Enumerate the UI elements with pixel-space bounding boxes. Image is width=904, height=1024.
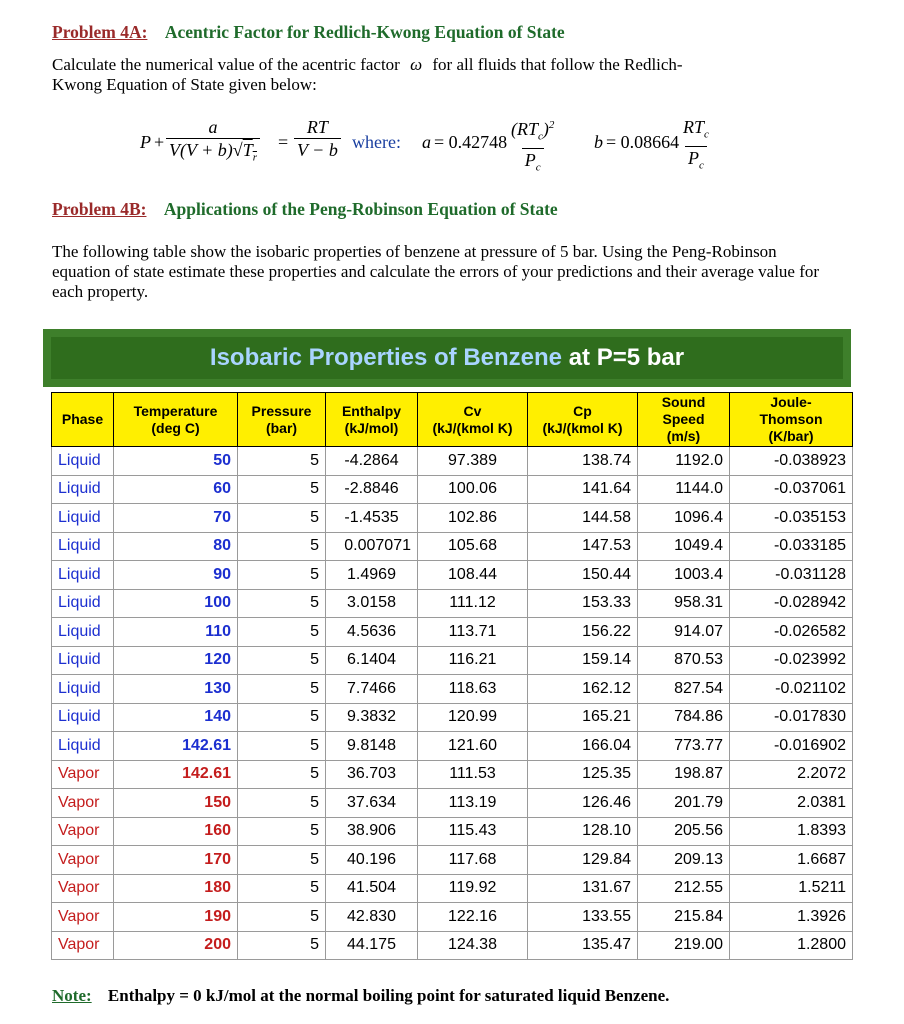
cv-cell: 102.86: [418, 504, 528, 533]
column-header: [114, 393, 238, 447]
phase-cell: Liquid: [52, 504, 114, 533]
joule-thomson-cell: -0.026582: [730, 618, 853, 647]
sound-speed-cell: 1003.4: [638, 561, 730, 590]
problem-4a-text-1b: for all fluids that follow the Redlich-: [432, 55, 683, 74]
joule-thomson-cell: 1.5211: [730, 874, 853, 903]
table-row: [52, 561, 853, 590]
sound-speed-cell: 827.54: [638, 675, 730, 704]
problem-4a-title: Acentric Factor for Redlich-Kwong Equation of State: [164, 22, 565, 42]
table-row: [52, 846, 853, 875]
column-header: [638, 393, 730, 447]
problem-4b-heading: [52, 199, 558, 220]
column-header: [730, 393, 853, 447]
cp-cell: 159.14: [528, 646, 638, 675]
cv-cell: 100.06: [418, 475, 528, 504]
temperature-cell: 150: [114, 789, 238, 818]
cv-cell: 120.99: [418, 703, 528, 732]
pressure-cell: 5: [238, 475, 326, 504]
table-row: [52, 447, 853, 476]
joule-thomson-cell: 1.6687: [730, 846, 853, 875]
table-row: [52, 589, 853, 618]
column-header: [528, 393, 638, 447]
pressure-cell: 5: [238, 817, 326, 846]
joule-thomson-cell: 1.2800: [730, 931, 853, 960]
cp-cell: 126.46: [528, 789, 638, 818]
cv-cell: 117.68: [418, 846, 528, 875]
problem-4a-body: [52, 55, 832, 95]
column-header-line: (m/s): [666, 428, 701, 444]
table-row: [52, 703, 853, 732]
redlich-kwong-equation: P + $\frac{a}{V(V + b)√T_r}$ = $\frac{RT}{V - b}$ where: a = 0.42748 $(RT_c)^2$ $P_c$ b = 0.08664 $RT_c$ $P_c$: [100, 112, 800, 182]
enthalpy-cell: 0.007071: [326, 532, 418, 561]
enthalpy-cell: 1.4969: [326, 561, 418, 590]
pressure-cell: 5: [238, 732, 326, 761]
sound-speed-cell: 1192.0: [638, 447, 730, 476]
problem-4a-heading: [52, 22, 565, 43]
joule-thomson-cell: -0.033185: [730, 532, 853, 561]
column-header-line: Enthalpy: [341, 402, 402, 419]
problem-4a-text-2: Kwong Equation of State given below:: [52, 75, 317, 94]
cv-cell: 111.53: [418, 760, 528, 789]
phase-cell: Liquid: [52, 447, 114, 476]
joule-thomson-cell: -0.038923: [730, 447, 853, 476]
pressure-cell: 5: [238, 675, 326, 704]
phase-cell: Liquid: [52, 618, 114, 647]
cp-cell: 129.84: [528, 846, 638, 875]
column-header: [326, 393, 418, 447]
table-row: [52, 789, 853, 818]
banner-title-rest: at P=5 bar: [568, 344, 685, 371]
banner-title-highlight: Isobaric Properties of Benzene: [209, 344, 563, 371]
pressure-cell: 5: [238, 760, 326, 789]
column-header-line: Cv: [463, 402, 482, 419]
table-banner: [43, 329, 851, 387]
column-header-line: (bar): [265, 419, 298, 436]
cp-cell: 135.47: [528, 931, 638, 960]
column-header-line: (kJ/(kmol K): [432, 419, 513, 436]
phase-cell: Liquid: [52, 589, 114, 618]
cv-cell: 113.71: [418, 618, 528, 647]
column-header-line: Cp: [573, 402, 592, 419]
temperature-cell: 180: [114, 874, 238, 903]
sound-speed-cell: 205.56: [638, 817, 730, 846]
column-header-line: Speed: [662, 411, 705, 427]
temperature-cell: 60: [114, 475, 238, 504]
joule-thomson-cell: -0.028942: [730, 589, 853, 618]
pressure-cell: 5: [238, 931, 326, 960]
problem-4b-title: Applications of the Peng-Robinson Equation of State: [163, 199, 558, 219]
enthalpy-cell: 9.8148: [326, 732, 418, 761]
table-row: [52, 675, 853, 704]
phase-cell: Vapor: [52, 931, 114, 960]
phase-cell: Vapor: [52, 874, 114, 903]
temperature-cell: 140: [114, 703, 238, 732]
pressure-cell: 5: [238, 846, 326, 875]
column-header-line: Sound: [661, 394, 706, 410]
cv-cell: 111.12: [418, 589, 528, 618]
joule-thomson-cell: -0.035153: [730, 504, 853, 533]
column-header-line: (K/bar): [768, 428, 814, 444]
enthalpy-cell: -2.8846: [326, 475, 418, 504]
pressure-cell: 5: [238, 504, 326, 533]
table-row: [52, 903, 853, 932]
cp-cell: 141.64: [528, 475, 638, 504]
note-text: Enthalpy = 0 kJ/mol at the normal boiling point for saturated liquid Benzene.: [107, 986, 670, 1005]
enthalpy-cell: 3.0158: [326, 589, 418, 618]
phase-cell: Liquid: [52, 532, 114, 561]
cv-cell: 122.16: [418, 903, 528, 932]
cp-cell: 133.55: [528, 903, 638, 932]
pressure-cell: 5: [238, 589, 326, 618]
cp-cell: 150.44: [528, 561, 638, 590]
cp-cell: 165.21: [528, 703, 638, 732]
temperature-cell: 120: [114, 646, 238, 675]
cp-cell: 138.74: [528, 447, 638, 476]
phase-cell: Liquid: [52, 675, 114, 704]
column-header: [52, 393, 114, 447]
joule-thomson-cell: -0.016902: [730, 732, 853, 761]
table-row: [52, 874, 853, 903]
table-body: [52, 447, 853, 960]
sound-speed-cell: 914.07: [638, 618, 730, 647]
joule-thomson-cell: 2.2072: [730, 760, 853, 789]
temperature-cell: 100: [114, 589, 238, 618]
cv-cell: 115.43: [418, 817, 528, 846]
equation-where: where:: [352, 132, 401, 152]
column-header-line: Phase: [61, 411, 104, 427]
enthalpy-cell: 38.906: [326, 817, 418, 846]
temperature-cell: 80: [114, 532, 238, 561]
enthalpy-cell: -4.2864: [326, 447, 418, 476]
cv-cell: 116.21: [418, 646, 528, 675]
sound-speed-cell: 209.13: [638, 846, 730, 875]
temperature-cell: 170: [114, 846, 238, 875]
cp-cell: 144.58: [528, 504, 638, 533]
joule-thomson-cell: 1.3926: [730, 903, 853, 932]
sound-speed-cell: 773.77: [638, 732, 730, 761]
problem-4b-label: Problem 4B:: [52, 199, 147, 219]
column-header: [238, 393, 326, 447]
table-row: [52, 532, 853, 561]
pressure-cell: 5: [238, 789, 326, 818]
pressure-cell: 5: [238, 532, 326, 561]
temperature-cell: 110: [114, 618, 238, 647]
enthalpy-cell: 40.196: [326, 846, 418, 875]
pressure-cell: 5: [238, 447, 326, 476]
table-row: [52, 760, 853, 789]
temperature-cell: 50: [114, 447, 238, 476]
pressure-cell: 5: [238, 874, 326, 903]
cv-cell: 97.389: [418, 447, 528, 476]
phase-cell: Vapor: [52, 789, 114, 818]
phase-cell: Vapor: [52, 817, 114, 846]
enthalpy-cell: 4.5636: [326, 618, 418, 647]
pressure-cell: 5: [238, 703, 326, 732]
joule-thomson-cell: -0.017830: [730, 703, 853, 732]
column-header-line: Thomson: [759, 411, 823, 427]
note-label: Note:: [52, 986, 92, 1005]
phase-cell: Vapor: [52, 903, 114, 932]
column-header-line: Joule-: [770, 394, 812, 410]
sound-speed-cell: 1144.0: [638, 475, 730, 504]
table-row: [52, 504, 853, 533]
sound-speed-cell: 212.55: [638, 874, 730, 903]
phase-cell: Vapor: [52, 846, 114, 875]
cp-cell: 153.33: [528, 589, 638, 618]
sound-speed-cell: 198.87: [638, 760, 730, 789]
column-header: [418, 393, 528, 447]
column-header-line: (kJ/mol): [344, 419, 399, 436]
problem-4a-text-1: Calculate the numerical value of the acentric factor: [52, 55, 400, 74]
joule-thomson-cell: 1.8393: [730, 817, 853, 846]
cp-cell: 156.22: [528, 618, 638, 647]
column-header-line: Temperature: [133, 402, 218, 419]
pressure-cell: 5: [238, 618, 326, 647]
cp-cell: 162.12: [528, 675, 638, 704]
sound-speed-cell: 201.79: [638, 789, 730, 818]
table-row: [52, 732, 853, 761]
table-row: [52, 618, 853, 647]
cv-cell: 108.44: [418, 561, 528, 590]
enthalpy-cell: 7.7466: [326, 675, 418, 704]
enthalpy-cell: 42.830: [326, 903, 418, 932]
temperature-cell: 160: [114, 817, 238, 846]
temperature-cell: 142.61: [114, 760, 238, 789]
temperature-cell: 142.61: [114, 732, 238, 761]
joule-thomson-cell: 2.0381: [730, 789, 853, 818]
sound-speed-cell: 219.00: [638, 931, 730, 960]
sound-speed-cell: 958.31: [638, 589, 730, 618]
table-row: [52, 931, 853, 960]
table-row: [52, 475, 853, 504]
joule-thomson-cell: -0.031128: [730, 561, 853, 590]
phase-cell: Vapor: [52, 760, 114, 789]
enthalpy-cell: 37.634: [326, 789, 418, 818]
enthalpy-cell: 36.703: [326, 760, 418, 789]
cv-cell: 119.92: [418, 874, 528, 903]
table-banner-title: [51, 337, 843, 379]
note: [52, 986, 669, 1006]
enthalpy-cell: 41.504: [326, 874, 418, 903]
cp-cell: 147.53: [528, 532, 638, 561]
cv-cell: 105.68: [418, 532, 528, 561]
cp-cell: 125.35: [528, 760, 638, 789]
pressure-cell: 5: [238, 903, 326, 932]
temperature-cell: 90: [114, 561, 238, 590]
table-row: [52, 646, 853, 675]
pressure-cell: 5: [238, 561, 326, 590]
table-header-row: [52, 393, 853, 447]
enthalpy-cell: 9.3832: [326, 703, 418, 732]
benzene-properties-table: [51, 392, 853, 960]
cp-cell: 166.04: [528, 732, 638, 761]
temperature-cell: 70: [114, 504, 238, 533]
joule-thomson-cell: -0.021102: [730, 675, 853, 704]
enthalpy-cell: -1.4535: [326, 504, 418, 533]
temperature-cell: 130: [114, 675, 238, 704]
phase-cell: Liquid: [52, 646, 114, 675]
phase-cell: Liquid: [52, 732, 114, 761]
sound-speed-cell: 784.86: [638, 703, 730, 732]
omega-symbol: ω: [410, 55, 423, 74]
enthalpy-cell: 6.1404: [326, 646, 418, 675]
cv-cell: 124.38: [418, 931, 528, 960]
joule-thomson-cell: -0.023992: [730, 646, 853, 675]
column-header-line: Pressure: [251, 402, 312, 419]
sound-speed-cell: 215.84: [638, 903, 730, 932]
table-row: [52, 817, 853, 846]
sound-speed-cell: 1049.4: [638, 532, 730, 561]
enthalpy-cell: 44.175: [326, 931, 418, 960]
column-header-line: (deg C): [151, 419, 200, 436]
cp-cell: 131.67: [528, 874, 638, 903]
temperature-cell: 190: [114, 903, 238, 932]
phase-cell: Liquid: [52, 703, 114, 732]
problem-4b-body: The following table show the isobaric properties of benzene at pressure of 5 bar. Using the Peng-Robinson equation of state estimate these properties and calculate the errors of your predictions and their average value for each property.: [52, 242, 820, 301]
sound-speed-cell: 870.53: [638, 646, 730, 675]
sound-speed-cell: 1096.4: [638, 504, 730, 533]
column-header-line: (kJ/(kmol K): [542, 419, 623, 436]
cp-cell: 128.10: [528, 817, 638, 846]
pressure-cell: 5: [238, 646, 326, 675]
phase-cell: Liquid: [52, 561, 114, 590]
phase-cell: Liquid: [52, 475, 114, 504]
cv-cell: 118.63: [418, 675, 528, 704]
cv-cell: 121.60: [418, 732, 528, 761]
problem-4a-label: Problem 4A:: [52, 22, 148, 42]
temperature-cell: 200: [114, 931, 238, 960]
joule-thomson-cell: -0.037061: [730, 475, 853, 504]
cv-cell: 113.19: [418, 789, 528, 818]
